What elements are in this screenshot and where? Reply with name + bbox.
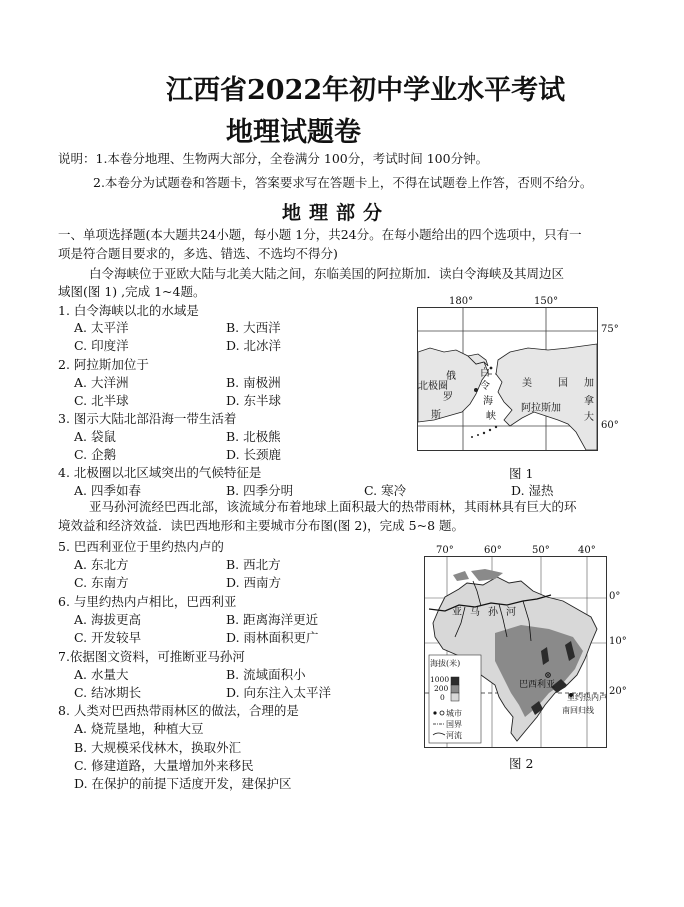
fig2-legend-river: 河流 bbox=[446, 731, 462, 740]
fig2-label-amazon-2: 马 bbox=[470, 607, 480, 618]
question-1-option-b[interactable]: B. 大西洋 bbox=[226, 320, 281, 335]
question-7-option-a[interactable]: A. 水量大 bbox=[74, 667, 129, 682]
question-4-option-b[interactable]: B. 四季分明 bbox=[226, 483, 294, 498]
section-title: 地理部分 bbox=[282, 202, 391, 224]
fig1-lat-75: 75° bbox=[601, 324, 619, 335]
question-4-option-d[interactable]: D. 湿热 bbox=[511, 483, 554, 498]
fig2-lat-0: 0° bbox=[609, 591, 621, 602]
fig2-label-amazon-4: 河 bbox=[506, 607, 516, 618]
fig1-label-canada-3: 大 bbox=[584, 412, 594, 423]
question-2-option-a[interactable]: A. 大洋洲 bbox=[74, 375, 129, 390]
question-6-option-b[interactable]: B. 距离海洋更近 bbox=[226, 612, 319, 627]
fig1-label-alaska: 阿拉斯加 bbox=[521, 403, 561, 414]
question-7-option-d[interactable]: D. 向东注入太平洋 bbox=[226, 685, 332, 700]
fig1-label-bering-1: 白 bbox=[480, 368, 490, 379]
fig1-label-bering-4: 峡 bbox=[486, 411, 496, 422]
fig2-lat-10: 10° bbox=[609, 636, 627, 647]
fig2-lat-20: 20° bbox=[609, 686, 627, 697]
figure-1-caption: 图 1 bbox=[509, 466, 534, 481]
fig1-lat-60: 60° bbox=[601, 420, 619, 431]
question-6-option-a[interactable]: A. 海拔更高 bbox=[74, 612, 141, 627]
question-7-stem: 7.依据图文资料，可推断亚马孙河 bbox=[58, 649, 245, 664]
fig2-label-rio: 里约热内卢 bbox=[567, 693, 607, 702]
part1-intro-b: 项是符合题目要求的，多选、错选、不选均不得分) bbox=[58, 246, 338, 261]
passage-1-a: 白令海峡位于亚欧大陆与北美大陆之间，东临美国的阿拉斯加．读白令海峡及其周边区 bbox=[89, 266, 565, 281]
question-1-option-c[interactable]: C. 印度洋 bbox=[74, 338, 129, 353]
fig1-label-canada-1: 加 bbox=[584, 378, 594, 389]
question-3-option-d[interactable]: D. 长颈鹿 bbox=[226, 447, 282, 462]
fig2-legend-title: 海拔(米) bbox=[430, 659, 461, 668]
fig1-label-russia-3: 斯 bbox=[431, 410, 441, 421]
fig2-lon-40: 40° bbox=[578, 545, 596, 556]
question-1-option-d[interactable]: D. 北冰洋 bbox=[226, 338, 282, 353]
question-5-option-c[interactable]: C. 东南方 bbox=[74, 575, 129, 590]
question-8-option-d[interactable]: D. 在保护的前提下适度开发，建保护区 bbox=[74, 776, 292, 791]
question-4-option-c[interactable]: C. 寒冷 bbox=[364, 483, 407, 498]
fig2-lon-60: 60° bbox=[484, 545, 502, 556]
fig2-legend-0: 0 bbox=[440, 693, 445, 702]
note-line-1: 说明：1.本卷分地理、生物两大部分，全卷满分 100分，考试时间 100分钟。 bbox=[58, 151, 489, 166]
note-line-2: 2.本卷分为试题卷和答题卡，答案要求写在答题卡上，不得在试题卷上作答，否则不给分。 bbox=[93, 175, 593, 190]
question-1-stem: 1. 白令海峡以北的水域是 bbox=[58, 303, 199, 318]
question-4-option-a[interactable]: A. 四季如春 bbox=[74, 483, 141, 498]
fig2-legend-200: 200 bbox=[434, 684, 449, 693]
question-7-option-b[interactable]: B. 流域面积小 bbox=[226, 667, 306, 682]
question-6-stem: 6. 与里约热内卢相比，巴西利亚 bbox=[58, 594, 237, 609]
fig2-label-amazon-3: 孙 bbox=[488, 607, 498, 618]
question-2-stem: 2. 阿拉斯加位于 bbox=[58, 357, 149, 372]
fig1-label-us-1: 美 bbox=[522, 378, 532, 389]
question-5-option-b[interactable]: B. 西北方 bbox=[226, 557, 281, 572]
part1-intro-a: 一、单项选择题(本大题共24小题，每小题 1分，共24分。在每小题给出的四个选项中，只有一 bbox=[58, 227, 582, 242]
question-5-option-a[interactable]: A. 东北方 bbox=[74, 557, 129, 572]
passage-1-b: 域图(图 1) ,完成 1~4题。 bbox=[58, 284, 206, 299]
question-8-option-c[interactable]: C. 修建道路，大量增加外来移民 bbox=[74, 758, 254, 773]
exam-title: 江西省2022年初中学业水平考试 bbox=[166, 75, 566, 106]
passage-2-b: 境效益和经济效益．读巴西地形和主要城市分布图(图 2)，完成 5~8 题。 bbox=[58, 518, 465, 533]
fig2-label-amazon-1: 亚 bbox=[452, 607, 462, 618]
fig2-legend-1000: 1000 bbox=[430, 675, 450, 684]
question-3-option-b[interactable]: B. 北极熊 bbox=[226, 429, 281, 444]
question-6-option-d[interactable]: D. 雨林面积更广 bbox=[226, 630, 319, 645]
fig1-lon-150: 150° bbox=[534, 296, 559, 307]
fig2-label-brasilia: 巴西利亚 bbox=[519, 680, 556, 690]
question-8-option-a[interactable]: A. 烧荒垦地，种植大豆 bbox=[74, 721, 204, 736]
fig1-label-us-2: 国 bbox=[558, 378, 568, 389]
fig2-legend-border: 国界 bbox=[446, 720, 462, 729]
figure-2-caption: 图 2 bbox=[509, 756, 534, 771]
question-3-stem: 3. 图示大陆北部沿海一带生活着 bbox=[58, 411, 237, 426]
question-5-option-d[interactable]: D. 西南方 bbox=[226, 575, 282, 590]
question-7-option-c[interactable]: C. 结冰期长 bbox=[74, 685, 142, 700]
exam-subtitle: 地理试题卷 bbox=[226, 117, 361, 148]
question-8-option-b[interactable]: B. 大规模采伐林木，换取外汇 bbox=[74, 740, 242, 755]
question-2-option-b[interactable]: B. 南极洲 bbox=[226, 375, 281, 390]
question-6-option-c[interactable]: C. 开发较早 bbox=[74, 630, 142, 645]
question-8-stem: 8. 人类对巴西热带雨林区的做法，合理的是 bbox=[58, 703, 299, 718]
fig1-label-bering-2: 令 bbox=[480, 381, 490, 392]
question-3-option-c[interactable]: C. 企鹅 bbox=[74, 447, 117, 462]
fig1-label-russia-2: 罗 bbox=[443, 392, 453, 403]
question-4-stem: 4. 北极圈以北区域突出的气候特征是 bbox=[58, 465, 262, 480]
fig1-label-russia-1: 俄 bbox=[446, 371, 456, 382]
fig1-label-arctic-circle: 北极圈 bbox=[418, 381, 448, 392]
fig1-lon-180: 180° bbox=[449, 296, 474, 307]
question-1-option-a[interactable]: A. 太平洋 bbox=[74, 320, 129, 335]
passage-2-a: 亚马孙河流经巴西北部，该流域分布着地球上面积最大的热带雨林，其雨林具有巨大的环 bbox=[89, 499, 577, 514]
fig2-lon-70: 70° bbox=[436, 545, 454, 556]
question-2-option-d[interactable]: D. 东半球 bbox=[226, 393, 282, 408]
question-3-option-a[interactable]: A. 袋鼠 bbox=[74, 429, 116, 444]
fig2-label-tropic: 南回归线 bbox=[562, 706, 594, 715]
fig1-label-canada-2: 拿 bbox=[584, 396, 594, 407]
question-2-option-c[interactable]: C. 北半球 bbox=[74, 393, 129, 408]
fig2-legend-city: 城市 bbox=[446, 709, 462, 718]
fig2-lon-50: 50° bbox=[532, 545, 550, 556]
fig1-label-bering-3: 海 bbox=[483, 396, 493, 407]
question-5-stem: 5. 巴西利亚位于里约热内卢的 bbox=[58, 539, 224, 554]
